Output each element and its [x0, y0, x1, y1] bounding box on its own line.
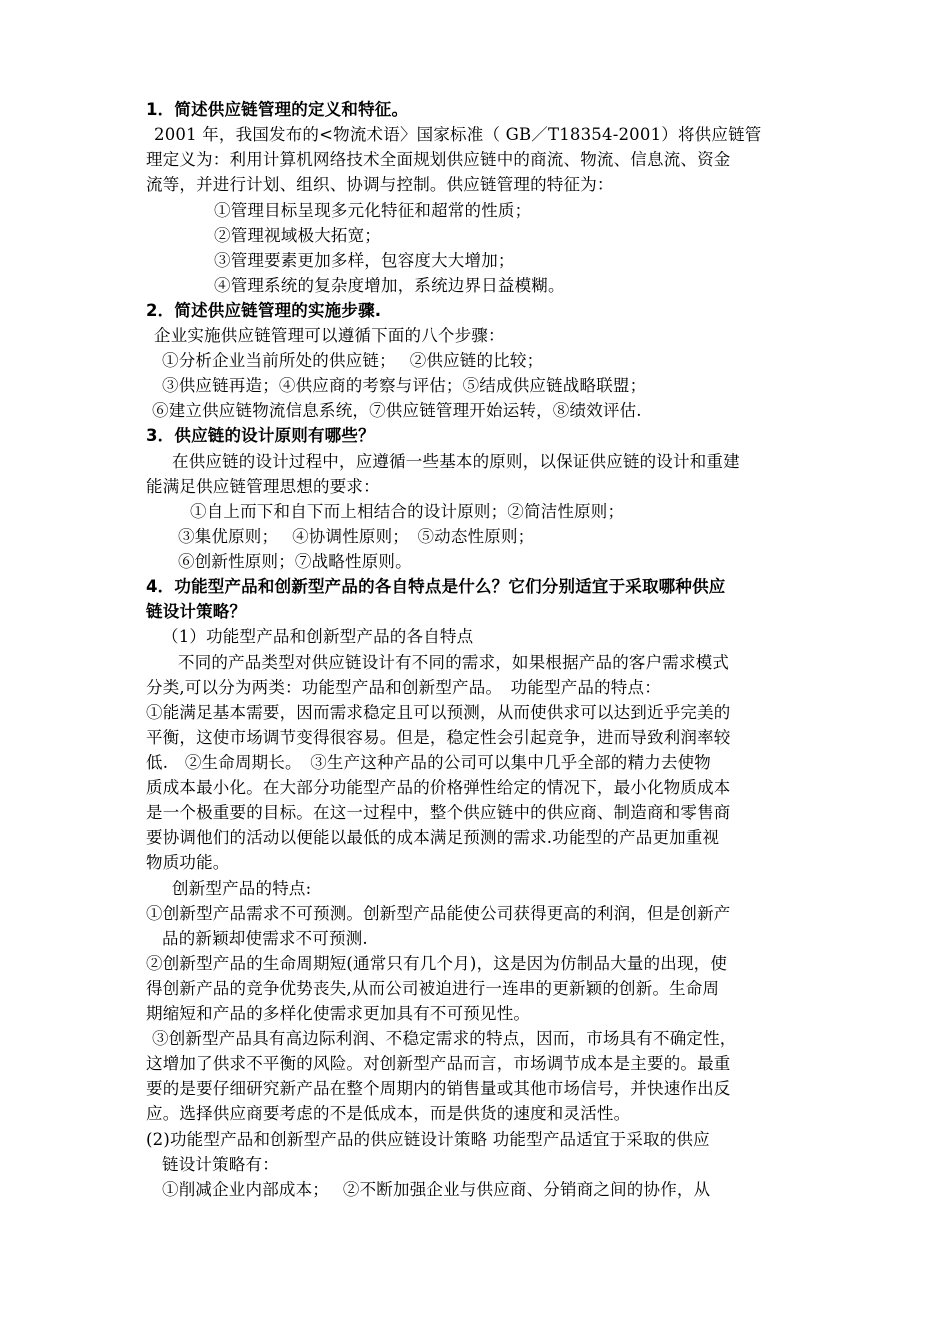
paragraph-line: 物质功能。 — [146, 853, 230, 872]
paragraph-line: 品的新颖却使需求不可预测. — [162, 929, 368, 948]
heading-q1: 1．简述供应链管理的定义和特征。 — [146, 100, 409, 119]
subheading: (2)功能型产品和创新型产品的供应链设计策略 功能型产品适宜于采取的供应 — [146, 1130, 710, 1149]
subheading: （1）功能型产品和创新型产品的各自特点 — [162, 627, 474, 646]
list-item: ①削减企业内部成本； ②不断加强企业与供应商、分销商之间的协作，从 — [162, 1180, 711, 1199]
paragraph-line: 得创新产品的竞争优势丧失,从而公司被迫进行一连串的更新颖的创新。生命周 — [146, 979, 720, 998]
paragraph-line: 在供应链的设计过程中，应遵循一些基本的原则，以保证供应链的设计和重建 — [172, 452, 740, 471]
paragraph-line: 是一个极重要的目标。在这一过程中，整个供应链中的供应商、制造商和零售商 — [146, 803, 731, 822]
list-item: ⑥建立供应链物流信息系统，⑦供应链管理开始运转，⑧绩效评估. — [152, 401, 642, 420]
paragraph-line: 要协调他们的活动以便能以最低的成本满足预测的需求.功能型的产品更加重视 — [146, 828, 720, 847]
paragraph-line: 质成本最小化。在大部分功能型产品的价格弹性给定的情况下，最小化物质成本 — [146, 778, 731, 797]
paragraph-line: 链设计策略有： — [162, 1155, 279, 1174]
list-item: ①分析企业当前所处的供应链； ②供应链的比较； — [162, 351, 544, 370]
heading-q3: 3．供应链的设计原则有哪些？ — [146, 426, 375, 445]
list-item: ③供应链再造；④供应商的考察与评估；⑤结成供应链战略联盟； — [162, 376, 647, 395]
paragraph-line: ①创新型产品需求不可预测。创新型产品能使公司获得更高的利润，但是创新产 — [146, 904, 731, 923]
paragraph-line: 创新型产品的特点: — [172, 879, 312, 898]
paragraph-line: ②创新型产品的生命周期短(通常只有几个月)，这是因为仿制品大量的出现，使 — [146, 954, 728, 973]
heading-q2: 2．简述供应链管理的实施步骤. — [146, 301, 382, 320]
paragraph-line: 流等，并进行计划、组织、协调与控制。供应链管理的特征为： — [146, 175, 614, 194]
list-item: ①自上而下和自下而上相结合的设计原则；②简洁性原则； — [190, 502, 625, 521]
list-item: ③集优原则； ④协调性原则； ⑤动态性原则； — [178, 527, 535, 546]
heading-q4: 4．功能型产品和创新型产品的各自特点是什么？它们分别适宜于采取哪种供应 — [146, 577, 726, 596]
list-item: ③管理要素更加多样，包容度大大增加； — [214, 251, 515, 270]
heading-q4: 链设计策略？ — [146, 602, 247, 621]
paragraph-line: 分类,可以分为两类：功能型产品和创新型产品。 功能型产品的特点： — [146, 678, 661, 697]
paragraph-line: 不同的产品类型对供应链设计有不同的需求，如果根据产品的客户需求模式 — [178, 653, 730, 672]
paragraph-line: 2001 年，我国发布的<物流术语〉国家标准（ GB／T18354-2001）将供应链管 — [154, 125, 762, 144]
list-item: ④管理系统的复杂度增加，系统边界日益模糊。 — [214, 276, 565, 295]
paragraph-line: 平衡，这使市场调节变得很容易。但是，稳定性会引起竞争，进而导致利润率较 — [146, 728, 731, 747]
paragraph-line: 低. ②生命周期长。 ③生产这种产品的公司可以集中几乎全部的精力去使物 — [146, 753, 711, 772]
paragraph-line: 这增加了供求不平衡的风险。对创新型产品而言，市场调节成本是主要的。最重 — [146, 1054, 731, 1073]
paragraph-line: 期缩短和产品的多样化使需求更加具有不可预见性。 — [146, 1004, 531, 1023]
paragraph-line: ③创新型产品具有高边际利润、不稳定需求的特点，因而，市场具有不确定性， — [152, 1029, 737, 1048]
paragraph-line: 能满足供应链管理思想的要求： — [146, 477, 380, 496]
paragraph-line: 要的是要仔细研究新产品在整个周期内的销售量或其他市场信号，并快速作出反 — [146, 1079, 731, 1098]
paragraph-line: 应。选择供应商要考虑的不是低成本，而是供货的速度和灵活性。 — [146, 1104, 631, 1123]
paragraph-line: 企业实施供应链管理可以遵循下面的八个步骤： — [154, 326, 505, 345]
list-item: ②管理视域极大拓宽； — [214, 226, 381, 245]
paragraph-line: 理定义为：利用计算机网络技术全面规划供应链中的商流、物流、信息流、资金 — [146, 150, 731, 169]
paragraph-line: ①能满足基本需要，因而需求稳定且可以预测，从而使供求可以达到近乎完美的 — [146, 703, 731, 722]
list-item: ⑥创新性原则；⑦战略性原则。 — [178, 552, 412, 571]
list-item: ①管理目标呈现多元化特征和超常的性质； — [214, 201, 532, 220]
